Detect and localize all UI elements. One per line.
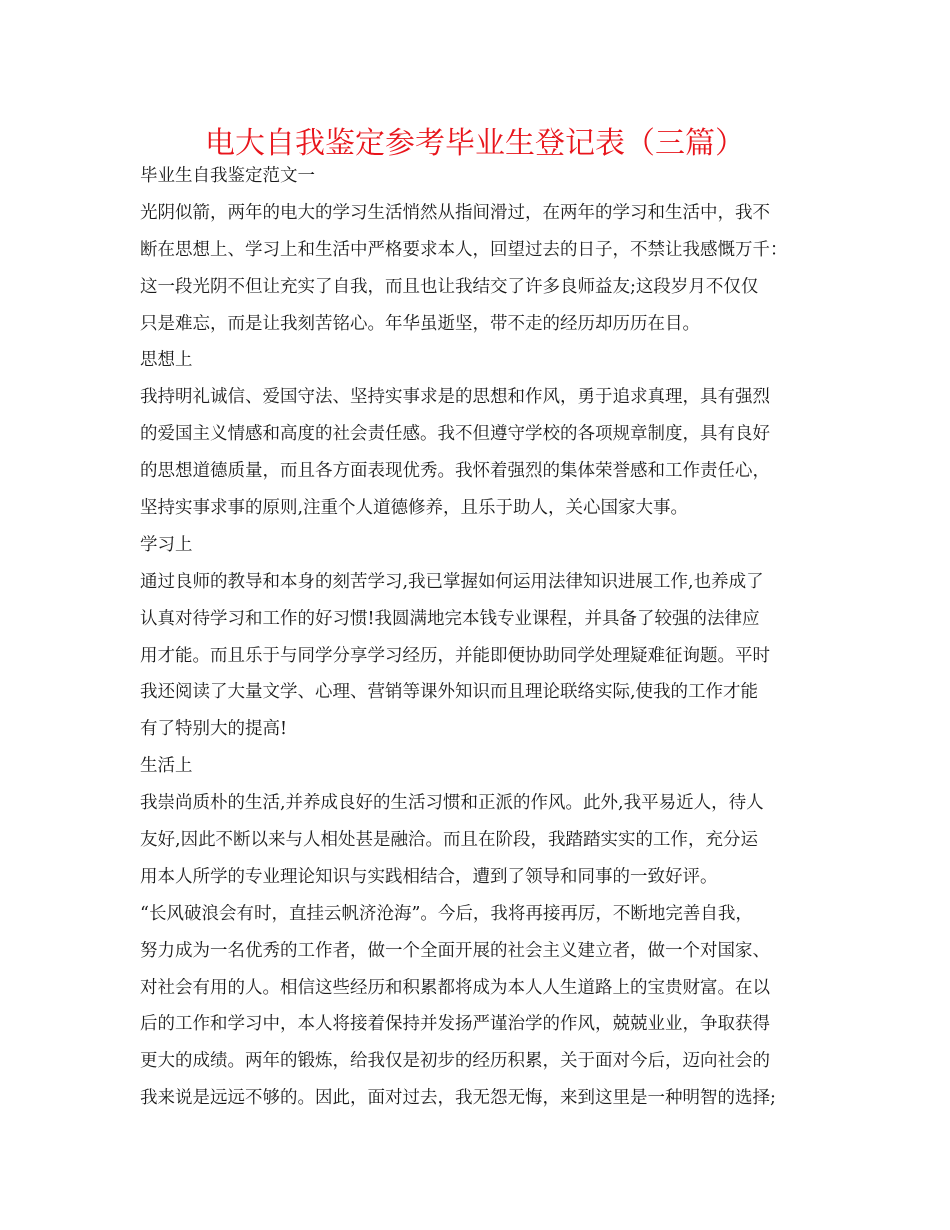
body-line: 只是难忘，而是让我刻苦铭心。年华虽逝坚，带不走的经历却历历在目。 [140,313,700,334]
body-line: 通过良师的教导和本身的刻苦学习,我已掌握如何运用法律知识进展工作,也养成了 [140,571,764,592]
body-line: 断在思想上、学习上和生活中严格要求本人，回望过去的日子，不禁让我感慨万千： [140,239,788,260]
section-heading: 毕业生自我鉴定范文一 [140,166,315,186]
body-line: 我崇尚质朴的生活,并养成良好的生活习惯和正派的作风。此外,我平易近人，待人 [140,793,764,814]
body-line: 我持明礼诚信、爱国守法、坚持实事求是的思想和作风，勇于追求真理，具有强烈 [140,387,770,408]
section-heading: 生活上 [140,756,193,777]
body-line: 这一段光阴不但让充实了自我，而且也让我结交了许多良师益友;这段岁月不仅仅 [140,276,759,297]
body-line: 有了特别大的提高! [140,719,288,740]
body-line: 更大的成绩。两年的锻炼，给我仅是初步的经历积累，关于面对今后，迈向社会的 [140,1051,770,1072]
body-line: 的思想道德质量，而且各方面表现优秀。我怀着强烈的集体荣誉感和工作责任心， [140,461,770,482]
body-line: 我还阅读了大量文学、心理、营销等课外知识而且理论联络实际,使我的工作才能 [140,682,759,703]
section-heading: 学习上 [140,534,193,555]
body-line: 的爱国主义情感和高度的社会责任感。我不但遵守学校的各项规章制度，具有良好 [140,424,770,445]
body-line: “长风破浪会有时，直挂云帆济沧海”。今后，我将再接再厉，不断地完善自我， [140,903,753,924]
body-line: 对社会有用的人。相信这些经历和积累都将成为本人人生道路上的宝贵财富。在以 [140,977,770,998]
body-line: 我来说是远远不够的。因此，面对过去，我无怨无悔，来到这里是一种明智的选择; [140,1088,776,1109]
body-line: 光阴似箭，两年的电大的学习生活悄然从指间滑过，在两年的学习和生活中，我不 [140,202,770,223]
body-line: 努力成为一名优秀的工作者，做一个全面开展的社会主义建立者，做一个对国家、 [140,940,770,961]
section-heading: 思想上 [140,350,193,371]
document-title: 电大自我鉴定参考毕业生登记表（三篇） [205,126,745,161]
body-line: 坚持实事求事的原则,注重个人道德修养，且乐于助人，关心国家大事。 [140,498,689,519]
body-line: 友好,因此不断以来与人相处甚是融洽。而且在阶段，我踏踏实实的工作，充分运 [140,830,759,851]
body-line: 用才能。而且乐于与同学分享学习经历，并能即便协助同学处理疑难征询题。平时 [140,645,770,666]
body-line: 后的工作和学习中，本人将接着保持并发扬严谨治学的作风，兢兢业业，争取获得 [140,1014,770,1035]
document-body [140,165,820,1124]
body-line: 用本人所学的专业理论知识与实践相结合，遭到了领导和同事的一致好评。 [140,866,718,887]
body-line: 认真对待学习和工作的好习惯!我圆满地完本钱专业课程，并具备了较强的法律应 [140,608,760,629]
